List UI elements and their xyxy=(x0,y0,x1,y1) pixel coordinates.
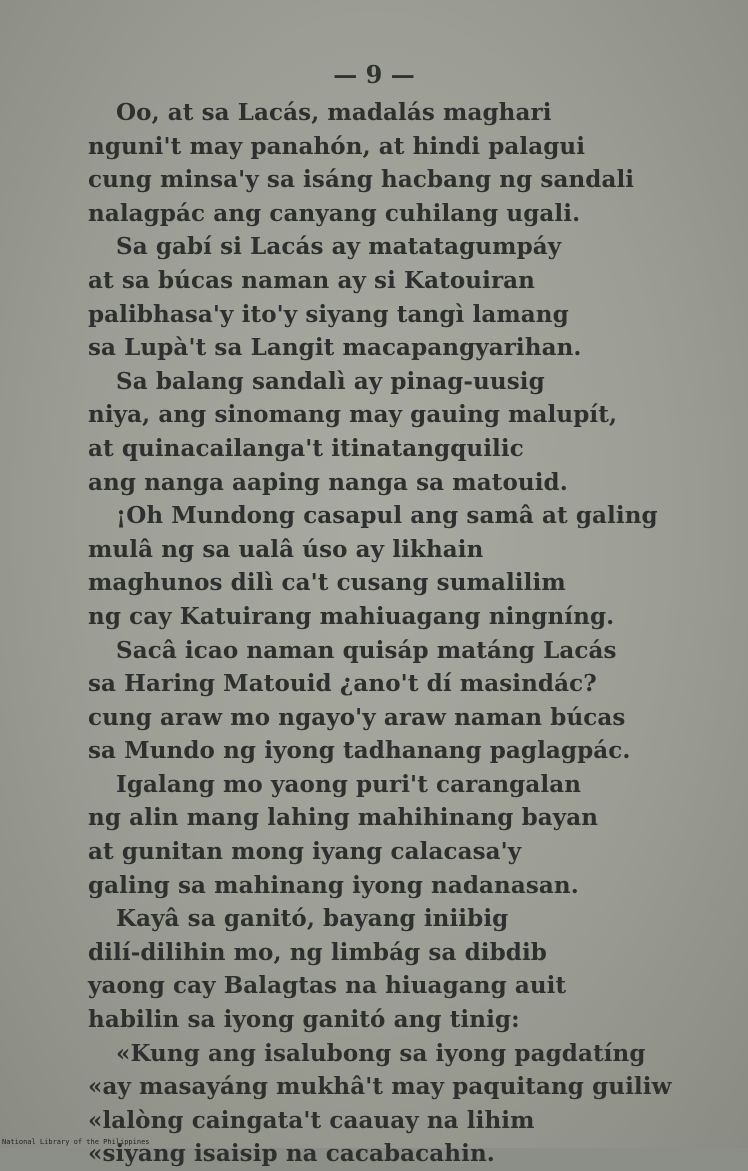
poem-line: Oo, at sa Lacás, madalás maghari xyxy=(116,99,552,126)
poem-line: «ay masayáng mukhâ't may paquitang guiliw xyxy=(88,1073,672,1101)
poem-line: galing sa mahinang iyong nadanasan. xyxy=(88,871,579,899)
poem-line: at sa búcas naman ay si Katouiran xyxy=(88,266,535,294)
poem-line: ng cay Katuirang mahiuagang ningníng. xyxy=(88,602,615,630)
poem-line: sa Haring Matouid ¿ano't dí masindác? xyxy=(88,670,597,698)
poem-line: at gunitan mong iyang calacasa'y xyxy=(88,838,522,866)
poem-line: dilí-dilihin mo, ng limbág sa dibdib xyxy=(88,938,547,966)
poem-line: maghunos dilì ca't cusang sumalilim xyxy=(88,569,566,597)
poem-line: mulâ ng sa ualâ úso ay likhain xyxy=(88,535,484,563)
poem-line: at quinacailanga't itinatangquilic xyxy=(88,434,524,462)
poem-line: Igalang mo yaong puri't carangalan xyxy=(116,770,582,798)
poem-text xyxy=(88,96,728,1171)
poem-line: «lalòng caingata't caauay na lihim xyxy=(88,1106,535,1134)
page-number: — 9 — xyxy=(333,60,415,89)
poem-line: Sa balang sandalì ay pinag-uusig xyxy=(116,367,545,395)
poem-line: Kayâ sa ganitó, bayang iniibig xyxy=(116,905,509,933)
poem-line: palibhasa'y ito'y siyang tangì lamang xyxy=(88,300,569,328)
poem-line: ang nanga aaping nanga sa matouid. xyxy=(88,468,568,496)
poem-line: sa Mundo ng iyong tadhanang paglagpác. xyxy=(88,737,631,765)
poem-line: yaong cay Balagtas na hiuagang auit xyxy=(88,972,567,1000)
poem-line: «siyang isaisip na cacabacahin. xyxy=(88,1140,495,1168)
library-credit: National Library of the Philippines xyxy=(2,1138,150,1146)
poem-line: nguni't may panahón, at hindi palagui xyxy=(88,132,586,160)
poem-line: ¡Oh Mundong casapul ang samâ at galing xyxy=(116,502,658,530)
poem-line: Sacâ icao naman quisáp matáng Lacás xyxy=(116,636,617,664)
poem-line: nalagpác ang canyang cuhilang ugali. xyxy=(88,199,581,227)
poem-line: ng alin mang lahing mahihinang bayan xyxy=(88,804,599,832)
poem-line: Sa gabí si Lacás ay matatagumpáy xyxy=(116,233,562,261)
poem-line: cung araw mo ngayo'y araw naman búcas xyxy=(88,703,626,731)
poem-line: sa Lupà't sa Langit macapangyarihan. xyxy=(88,334,582,362)
poem-line: «Kung ang isalubong sa iyong pagdatíng xyxy=(116,1039,646,1067)
poem-line: habilin sa iyong ganitó ang tinig: xyxy=(88,1006,520,1034)
poem-line: cung minsa'y sa isáng hacbang ng sandali xyxy=(88,166,635,194)
poem-line: niya, ang sinomang may gauing malupít, xyxy=(88,401,618,429)
